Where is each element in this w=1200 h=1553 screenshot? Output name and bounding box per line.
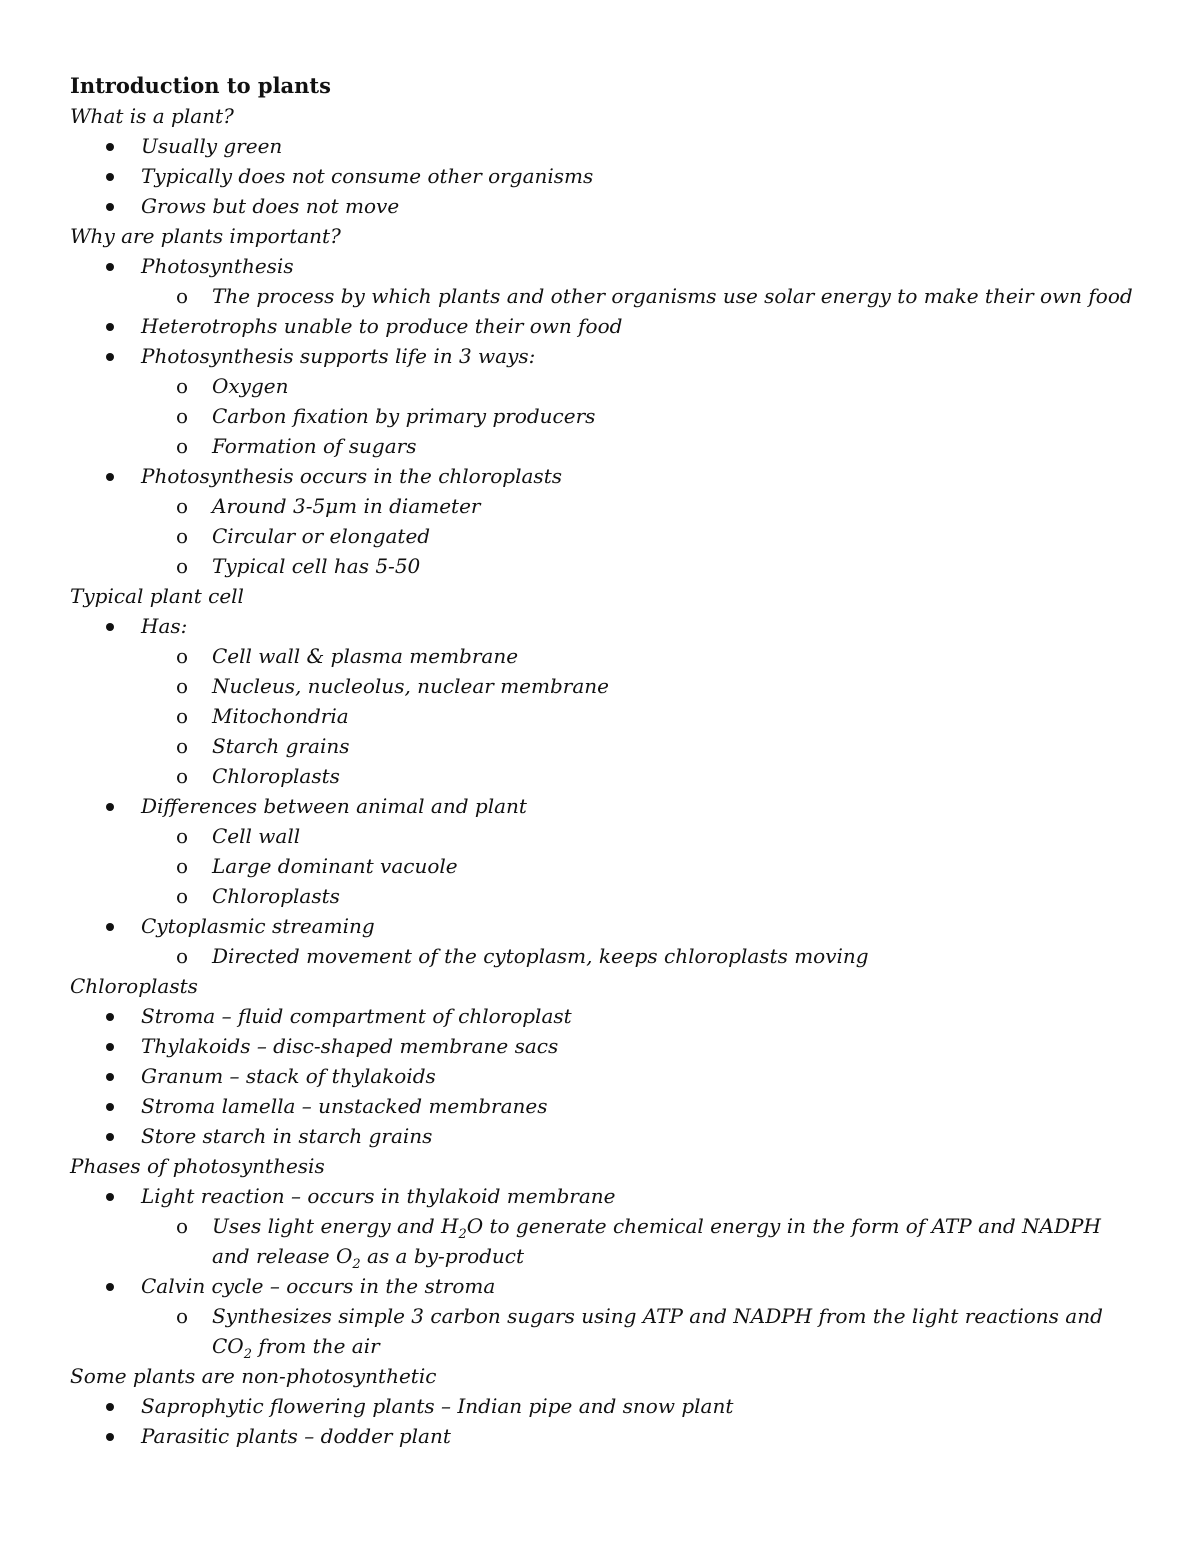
bullet-item: Photosynthesis supports life in 3 ways:	[70, 341, 1140, 371]
bullet-item: Differences between animal and plant	[70, 791, 1140, 821]
sub-bullet-item: o Uses light energy and $H_2O$ to generate chemical energy in the form of ATP and NADPH and release $O_2$ as a by-product	[70, 1211, 1140, 1271]
sub-bullet-item: o Oxygen	[70, 371, 1140, 401]
sub-bullet-item: o The process by which plants and other organisms use solar energy to make their own food	[70, 281, 1140, 311]
sub-bullet-item: o Chloroplasts	[70, 761, 1140, 791]
bullet-item: Granum – stack of thylakoids	[70, 1061, 1140, 1091]
sub-bullet-item: o Chloroplasts	[70, 881, 1140, 911]
bullet-item: Photosynthesis	[70, 251, 1140, 281]
section-heading: What is a plant?	[70, 104, 234, 128]
bullet-item: Thylakoids – disc-shaped membrane sacs	[70, 1031, 1140, 1061]
sections	[70, 101, 1140, 1451]
sub-bullet-item: o Mitochondria	[70, 701, 1140, 731]
section-heading: Some plants are non-photosynthetic	[70, 1364, 437, 1388]
bullet-item: Typically does not consume other organisms	[70, 161, 1140, 191]
section-heading: Why are plants important?	[70, 224, 341, 248]
bullet-item: Calvin cycle – occurs in the stroma	[70, 1271, 1140, 1301]
sub-bullet-item: o Cell wall & plasma membrane	[70, 641, 1140, 671]
sub-bullet-item: o Starch grains	[70, 731, 1140, 761]
bullet-item: Parasitic plants – dodder plant	[70, 1421, 1140, 1451]
bullet-item: Heterotrophs unable to produce their own food	[70, 311, 1140, 341]
sub-bullet-item: o Nucleus, nucleolus, nuclear membrane	[70, 671, 1140, 701]
sub-bullet-item: o Around 3-5μm in diameter	[70, 491, 1140, 521]
bullet-item: Saprophytic flowering plants – Indian pipe and snow plant	[70, 1391, 1140, 1421]
sub-bullet-item: o Circular or elongated	[70, 521, 1140, 551]
bullet-item: Usually green	[70, 131, 1140, 161]
section-heading: Phases of photosynthesis	[70, 1154, 325, 1178]
bullet-item: Stroma – fluid compartment of chloroplast	[70, 1001, 1140, 1031]
bullet-item: Light reaction – occurs in thylakoid membrane	[70, 1181, 1140, 1211]
bullet-item: Stroma lamella – unstacked membranes	[70, 1091, 1140, 1121]
bullet-item: Has:	[70, 611, 1140, 641]
bullet-item: Photosynthesis occurs in the chloroplasts	[70, 461, 1140, 491]
sub-bullet-item: o Carbon fixation by primary producers	[70, 401, 1140, 431]
sub-bullet-item: o Synthesizes simple 3 carbon sugars using ATP and NADPH from the light reactions and $CO_2$ from the air	[70, 1301, 1140, 1361]
document	[70, 70, 1140, 1451]
sub-bullet-item: o Typical cell has 5-50	[70, 551, 1140, 581]
sub-bullet-item: o Directed movement of the cytoplasm, keeps chloroplasts moving	[70, 941, 1140, 971]
bullet-item: Grows but does not move	[70, 191, 1140, 221]
sub-bullet-item: o Large dominant vacuole	[70, 851, 1140, 881]
bullet-item: Cytoplasmic streaming	[70, 911, 1140, 941]
section-heading: Typical plant cell	[70, 584, 244, 608]
section-heading: Chloroplasts	[70, 974, 198, 998]
sub-bullet-item: o Formation of sugars	[70, 431, 1140, 461]
document-title: Introduction to plants	[70, 73, 331, 98]
sub-bullet-item: o Cell wall	[70, 821, 1140, 851]
bullet-item: Store starch in starch grains	[70, 1121, 1140, 1151]
